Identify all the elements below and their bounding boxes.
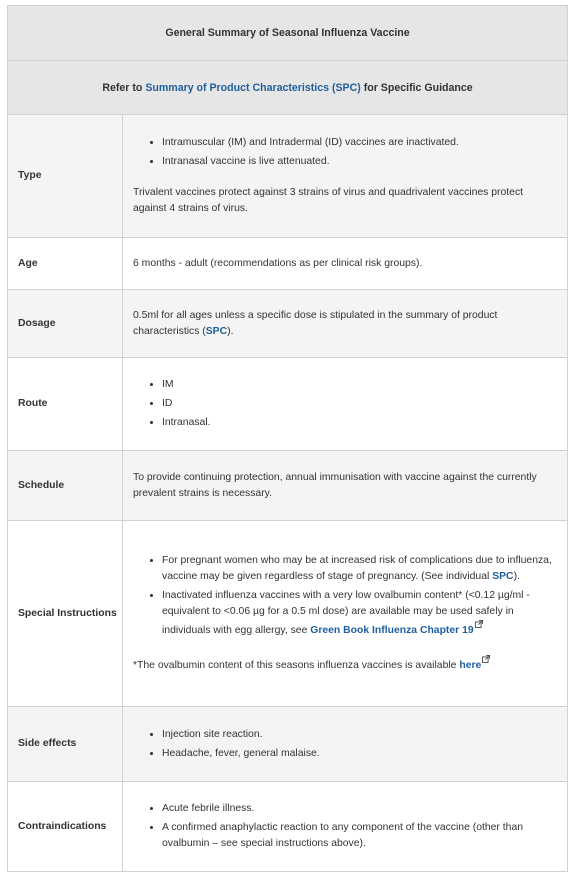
row-dosage	[8, 290, 568, 358]
row-value-age: 6 months - adult (recommendations as per clinical risk groups).	[123, 238, 568, 290]
list-item: • Acute febrile illness.	[162, 801, 557, 817]
spc-link[interactable]: Summary of Product Characteristics (SPC)	[145, 81, 361, 94]
row-type	[8, 115, 568, 238]
list-item: • ID	[162, 396, 557, 412]
refer-banner	[8, 61, 568, 115]
list-item: • Headache, fever, general malaise.	[162, 746, 557, 762]
row-value-dosage	[123, 290, 568, 358]
list-item	[162, 588, 557, 639]
list-item: • A confirmed anaphylactic reaction to any component of the vaccine (other than ovalbumin – see special instructions above).	[162, 820, 557, 852]
external-link-icon[interactable]	[475, 620, 483, 628]
list-item: • IM	[162, 377, 557, 393]
special-bullet-end: ).	[513, 571, 520, 582]
row-value-contraindications	[123, 782, 568, 872]
row-age	[8, 238, 568, 290]
row-label-type: Type	[8, 115, 123, 238]
refer-suffix: for Specific Guidance	[360, 81, 473, 94]
ovalbumin-note-text: *The ovalbumin content of this seasons influenza vaccines is available	[133, 660, 460, 671]
row-side-effects	[8, 707, 568, 782]
list-item: • Injection site reaction.	[162, 727, 557, 743]
external-link-icon[interactable]	[482, 655, 490, 663]
contraindications-list	[133, 801, 557, 852]
row-label-route: Route	[8, 358, 123, 451]
special-bullet-text: For pregnant women who may be at increased risk of complications due to influenza, vaccine may be given regardless of stage of pregnancy. (See individual	[162, 555, 552, 582]
route-list	[133, 377, 557, 431]
green-book-link[interactable]: Green Book Influenza Chapter 19	[310, 625, 474, 636]
spc-link-dosage[interactable]: SPC	[205, 325, 228, 337]
list-item: • Intramuscular (IM) and Intradermal (ID) vaccines are inactivated.	[162, 135, 557, 151]
row-value-type	[123, 115, 568, 238]
row-value-special-instructions	[123, 521, 568, 707]
special-list	[133, 553, 557, 639]
list-item: • Intranasal vaccine is live attenuated.	[162, 154, 557, 170]
special-bullet-text: Inactivated influenza vaccines with a very low ovalbumin content* (<0.12 µg/ml - equivalent to <0.06 µg for a 0.5 ml dose) are available may be used safely in individuals with egg allergy, see	[162, 590, 530, 636]
spc-link-special[interactable]: SPC	[492, 571, 514, 582]
row-route	[8, 358, 568, 451]
refer-prefix: Refer to	[102, 81, 146, 94]
row-label-special-instructions: Special Instructions	[8, 521, 123, 707]
row-label-contraindications: Contraindications	[8, 782, 123, 872]
row-label-schedule: Schedule	[8, 451, 123, 521]
list-item	[162, 553, 557, 585]
ovalbumin-note	[133, 655, 557, 674]
row-label-dosage: Dosage	[8, 290, 123, 358]
row-contraindications	[8, 782, 568, 872]
row-label-side-effects: Side effects	[8, 707, 123, 782]
row-value-side-effects	[123, 707, 568, 782]
dosage-text: 0.5ml for all ages unless a specific dose is stipulated in the summary of product characteristics (	[133, 309, 498, 337]
row-value-schedule: To provide continuing protection, annual immunisation with vaccine against the currently prevalent strains is necessary.	[123, 451, 568, 521]
list-item: • Intranasal.	[162, 415, 557, 431]
here-link[interactable]: here	[459, 660, 482, 671]
row-value-route	[123, 358, 568, 451]
type-list	[133, 135, 557, 170]
dosage-text-end: ).	[227, 325, 234, 337]
row-special-instructions	[8, 521, 568, 707]
type-note: Trivalent vaccines protect against 3 strains of virus and quadrivalent vaccines protect against 4 strains of virus.	[133, 187, 524, 214]
row-schedule	[8, 451, 568, 521]
side-effects-list	[133, 727, 557, 762]
row-label-age: Age	[8, 238, 123, 290]
table-title: General Summary of Seasonal Influenza Vaccine	[8, 6, 568, 61]
vaccine-summary-table	[7, 5, 568, 872]
